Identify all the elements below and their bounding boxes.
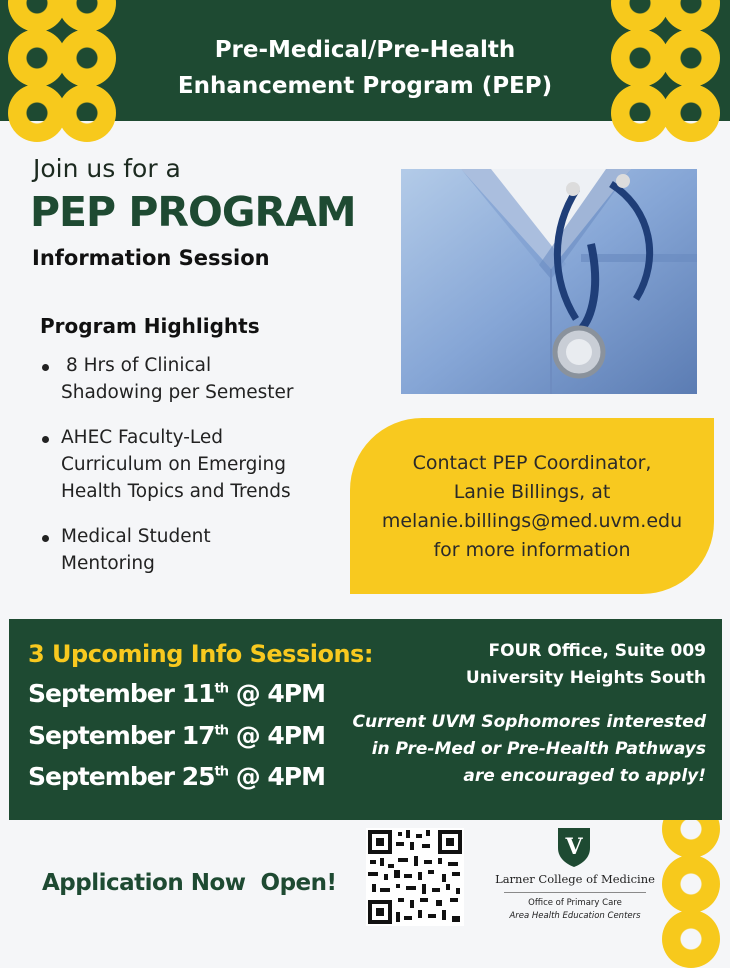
contact-email-link[interactable]: melanie.billings@med.uvm.edu <box>381 510 683 532</box>
join-text: Join us for a <box>33 154 181 183</box>
highlight-line: Medical Student <box>61 526 211 547</box>
banner-title <box>110 32 620 104</box>
ring-icon <box>662 84 720 142</box>
shield-icon <box>556 826 592 868</box>
qr-code-graphic <box>366 828 464 926</box>
contact-text <box>360 449 704 565</box>
session-subtitle: Information Session <box>32 246 270 270</box>
college-name: Larner College of Medicine <box>495 872 655 886</box>
eligibility-line: in Pre-Med or Pre-Health Pathways <box>371 739 706 759</box>
ring-icon <box>662 29 720 87</box>
session-date <box>28 679 325 708</box>
session-date <box>28 721 325 750</box>
highlight-line: Shadowing per Semester <box>61 382 294 403</box>
session-date-day: September 11 <box>28 679 215 708</box>
shield-letter: V <box>565 834 583 860</box>
session-location <box>466 638 706 692</box>
contact-line: Contact PEP Coordinator, <box>412 452 652 474</box>
highlights-list <box>40 352 340 595</box>
highlight-line: Curriculum on Emerging <box>61 454 286 475</box>
eligibility-line: are encouraged to apply! <box>463 766 706 786</box>
session-date-suffix: th <box>214 723 228 739</box>
stethoscope-illustration <box>401 169 697 394</box>
office-name: Office of Primary Care <box>528 898 622 908</box>
location-line: University Heights South <box>465 668 706 688</box>
stethoscope-photo <box>401 169 697 394</box>
banner-title-line1: Pre-Medical/Pre-Health <box>214 37 516 63</box>
highlight-line: 8 Hrs of Clinical <box>66 355 212 376</box>
location-line: FOUR Office, Suite 009 <box>488 641 706 661</box>
highlight-item <box>40 424 340 505</box>
highlight-line: AHEC Faculty-Led <box>61 427 224 448</box>
ring-icon <box>58 29 116 87</box>
logo-divider <box>504 892 646 893</box>
eligibility-line: Current UVM Sophomores interested <box>352 712 706 732</box>
highlight-line: Mentoring <box>61 553 155 574</box>
ring-icon <box>611 29 669 87</box>
ring-icon <box>662 910 720 968</box>
highlight-item <box>40 523 340 577</box>
uvm-shield-logo <box>556 826 592 868</box>
session-date-day: September 25 <box>28 762 215 791</box>
session-date-time: @ 4PM <box>227 721 325 750</box>
ring-icon <box>662 855 720 913</box>
session-date-suffix: th <box>214 764 228 780</box>
session-date <box>28 762 325 791</box>
session-date-suffix: th <box>214 681 228 697</box>
contact-line: for more information <box>433 539 631 561</box>
highlight-line: Health Topics and Trends <box>61 481 291 502</box>
session-date-time: @ 4PM <box>227 762 325 791</box>
eligibility-note <box>353 709 706 790</box>
highlights-heading: Program Highlights <box>40 314 260 338</box>
session-date-time: @ 4PM <box>227 679 325 708</box>
ring-icon <box>611 84 669 142</box>
ahec-name: Area Health Education Centers <box>509 911 641 921</box>
ring-icon <box>58 84 116 142</box>
qr-code-icon[interactable] <box>366 828 464 926</box>
banner-title-line2: Enhancement Program (PEP) <box>177 73 553 99</box>
program-title: PEP PROGRAM <box>30 188 356 236</box>
sessions-heading: 3 Upcoming Info Sessions: <box>28 640 373 668</box>
session-date-day: September 17 <box>28 721 215 750</box>
application-open-text: Application Now Open! <box>42 870 337 896</box>
contact-line: Lanie Billings, at <box>453 481 611 503</box>
highlight-item <box>40 352 340 406</box>
